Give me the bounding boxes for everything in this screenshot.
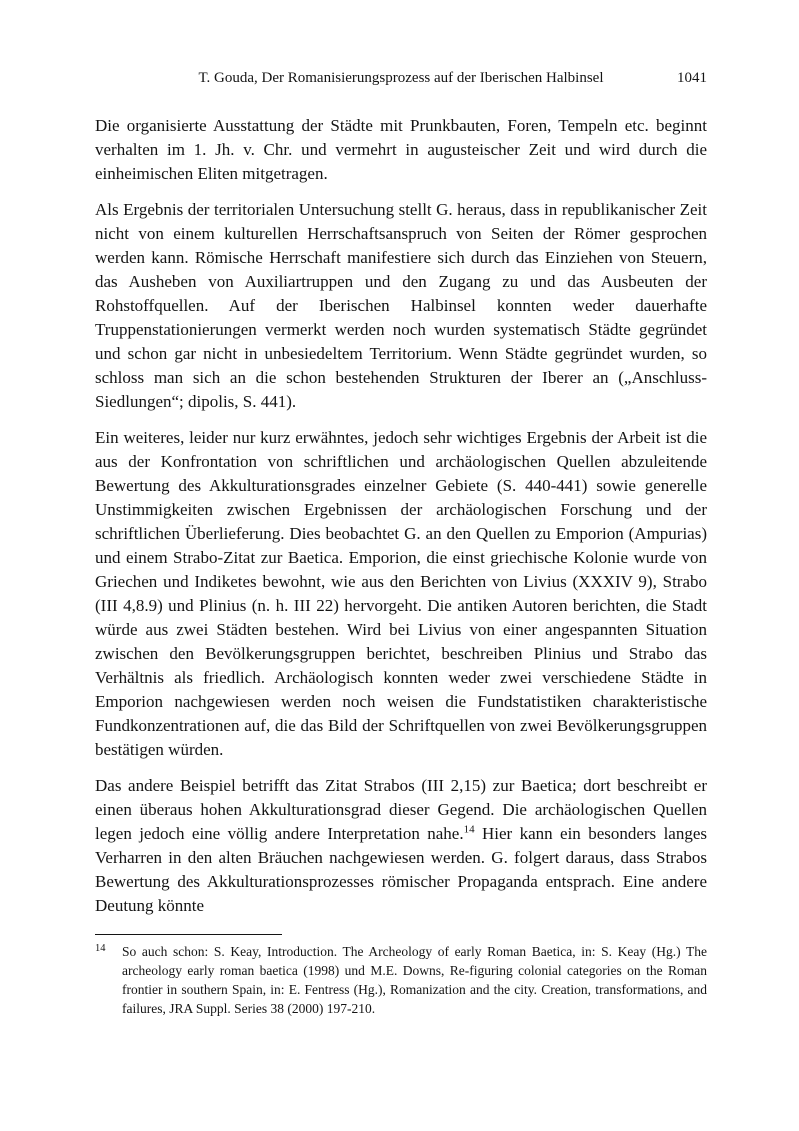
footnote <box>95 942 707 1018</box>
footnote-separator <box>95 934 282 935</box>
footnote-reference: 14 <box>463 823 475 836</box>
header-page-number: 1041 <box>677 70 707 86</box>
paragraph-text: Das andere Beispiel betrifft das Zitat Strabos (III 2,15) zur Baetica; dort beschreibt er einen überaus hohen Akkulturationsgrad dieser Gegend. Die archäologischen Quellen legen jedoch eine völlig andere Interpretation nahe. <box>95 776 707 843</box>
body-text <box>95 114 707 918</box>
footnote-area <box>95 934 707 1018</box>
paragraph: Als Ergebnis der territorialen Untersuchung stellt G. heraus, dass in republikanischer Zeit nicht von einem kulturellen Herrschaftsanspruch von Seiten der Römer gesprochen werden kann. Römische Herrschaft manifestiere sich durch das Einziehen von Steuern, das Ausheben von Auxiliartruppen und den Zugang zu und das Ausbeuten der Rohstoffquellen. Auf der Iberischen Halbinsel konnten weder dauerhafte Truppenstationierungen vermerkt werden noch wurden systematisch Städte gegründet und schon gar nicht in unbesiedeltem Territorium. Wenn Städte gegründet wurden, so schloss man sich an die schon bestehenden Strukturen der Iberer an („Anschluss-Siedlungen“; dipolis, S. 441). <box>95 200 707 411</box>
paragraph: Ein weiteres, leider nur kurz erwähntes, jedoch sehr wichtiges Ergebnis der Arbeit ist die aus der Konfrontation von schriftlichen und archäologischen Quellen abzuleitende Bewertung des Akkulturationsgrades einzelner Gebiete (S. 440-441) sowie generelle Unstimmigkeiten zwischen Ergebnissen der archäologischen Forschung und der schriftlichen Überlieferung. Dies beobachtet G. an den Quellen zu Emporion (Ampurias) und einem Strabo-Zitat zur Baetica. Emporion, die einst griechische Kolonie wurde von Griechen und Indiketes bewohnt, wie aus den Berichten von Livius (XXXIV 9), Strabo (III 4,8.9) und Plinius (n. h. III 22) hervorgeht. Die antiken Autoren berichten, die Stadt würde aus zwei Städten bestehen. Wird bei Livius von einer angespannten Situation zwischen den Bevölkerungsgruppen berichtet, beschreiben Plinius und Strabo das Verhältnis als friedlich. Archäologisch konnten weder zwei verschiedene Städte in Emporion nachgewiesen werden noch weisen die Fundstatistiken charakteristische Fundkonzentrationen auf, die das Bild der Schriftquellen von zwei Bevölkerungsgruppen bestätigen würden. <box>95 428 707 759</box>
header-title: T. Gouda, Der Romanisierungsprozess auf der Iberischen Halbinsel <box>198 70 604 86</box>
paragraph <box>95 774 707 918</box>
paragraph: Die organisierte Ausstattung der Städte mit Prunkbauten, Foren, Tempeln etc. beginnt verhalten im 1. Jh. v. Chr. und vermehrt in augusteischer Zeit und wird durch die einheimischen Eliten mitgetragen. <box>95 116 707 183</box>
running-header <box>95 68 707 88</box>
text-column <box>95 68 707 918</box>
footnote-text: So auch schon: S. Keay, Introduction. The Archeology of early Roman Baetica, in: S. Keay (Hg.) The archeology early roman baetica (1998) und M.E. Downs, Re-figuring colonial categories on the Roman frontier in southern Spain, in: E. Fentress (Hg.), Romanization and the city. Creation, transformations, and failures, JRA Suppl. Series 38 (2000) 197-210. <box>122 944 707 1016</box>
footnote-marker: 14 <box>95 943 106 954</box>
paragraph-text: Hier kann ein besonders langes Verharren in den alten Bräuchen nachgewiesen werden. G. folgert daraus, dass Strabos Bewertung des Akkulturationsprozesses römischer Propaganda entsprach. Eine andere Deutung könnte <box>95 824 707 915</box>
